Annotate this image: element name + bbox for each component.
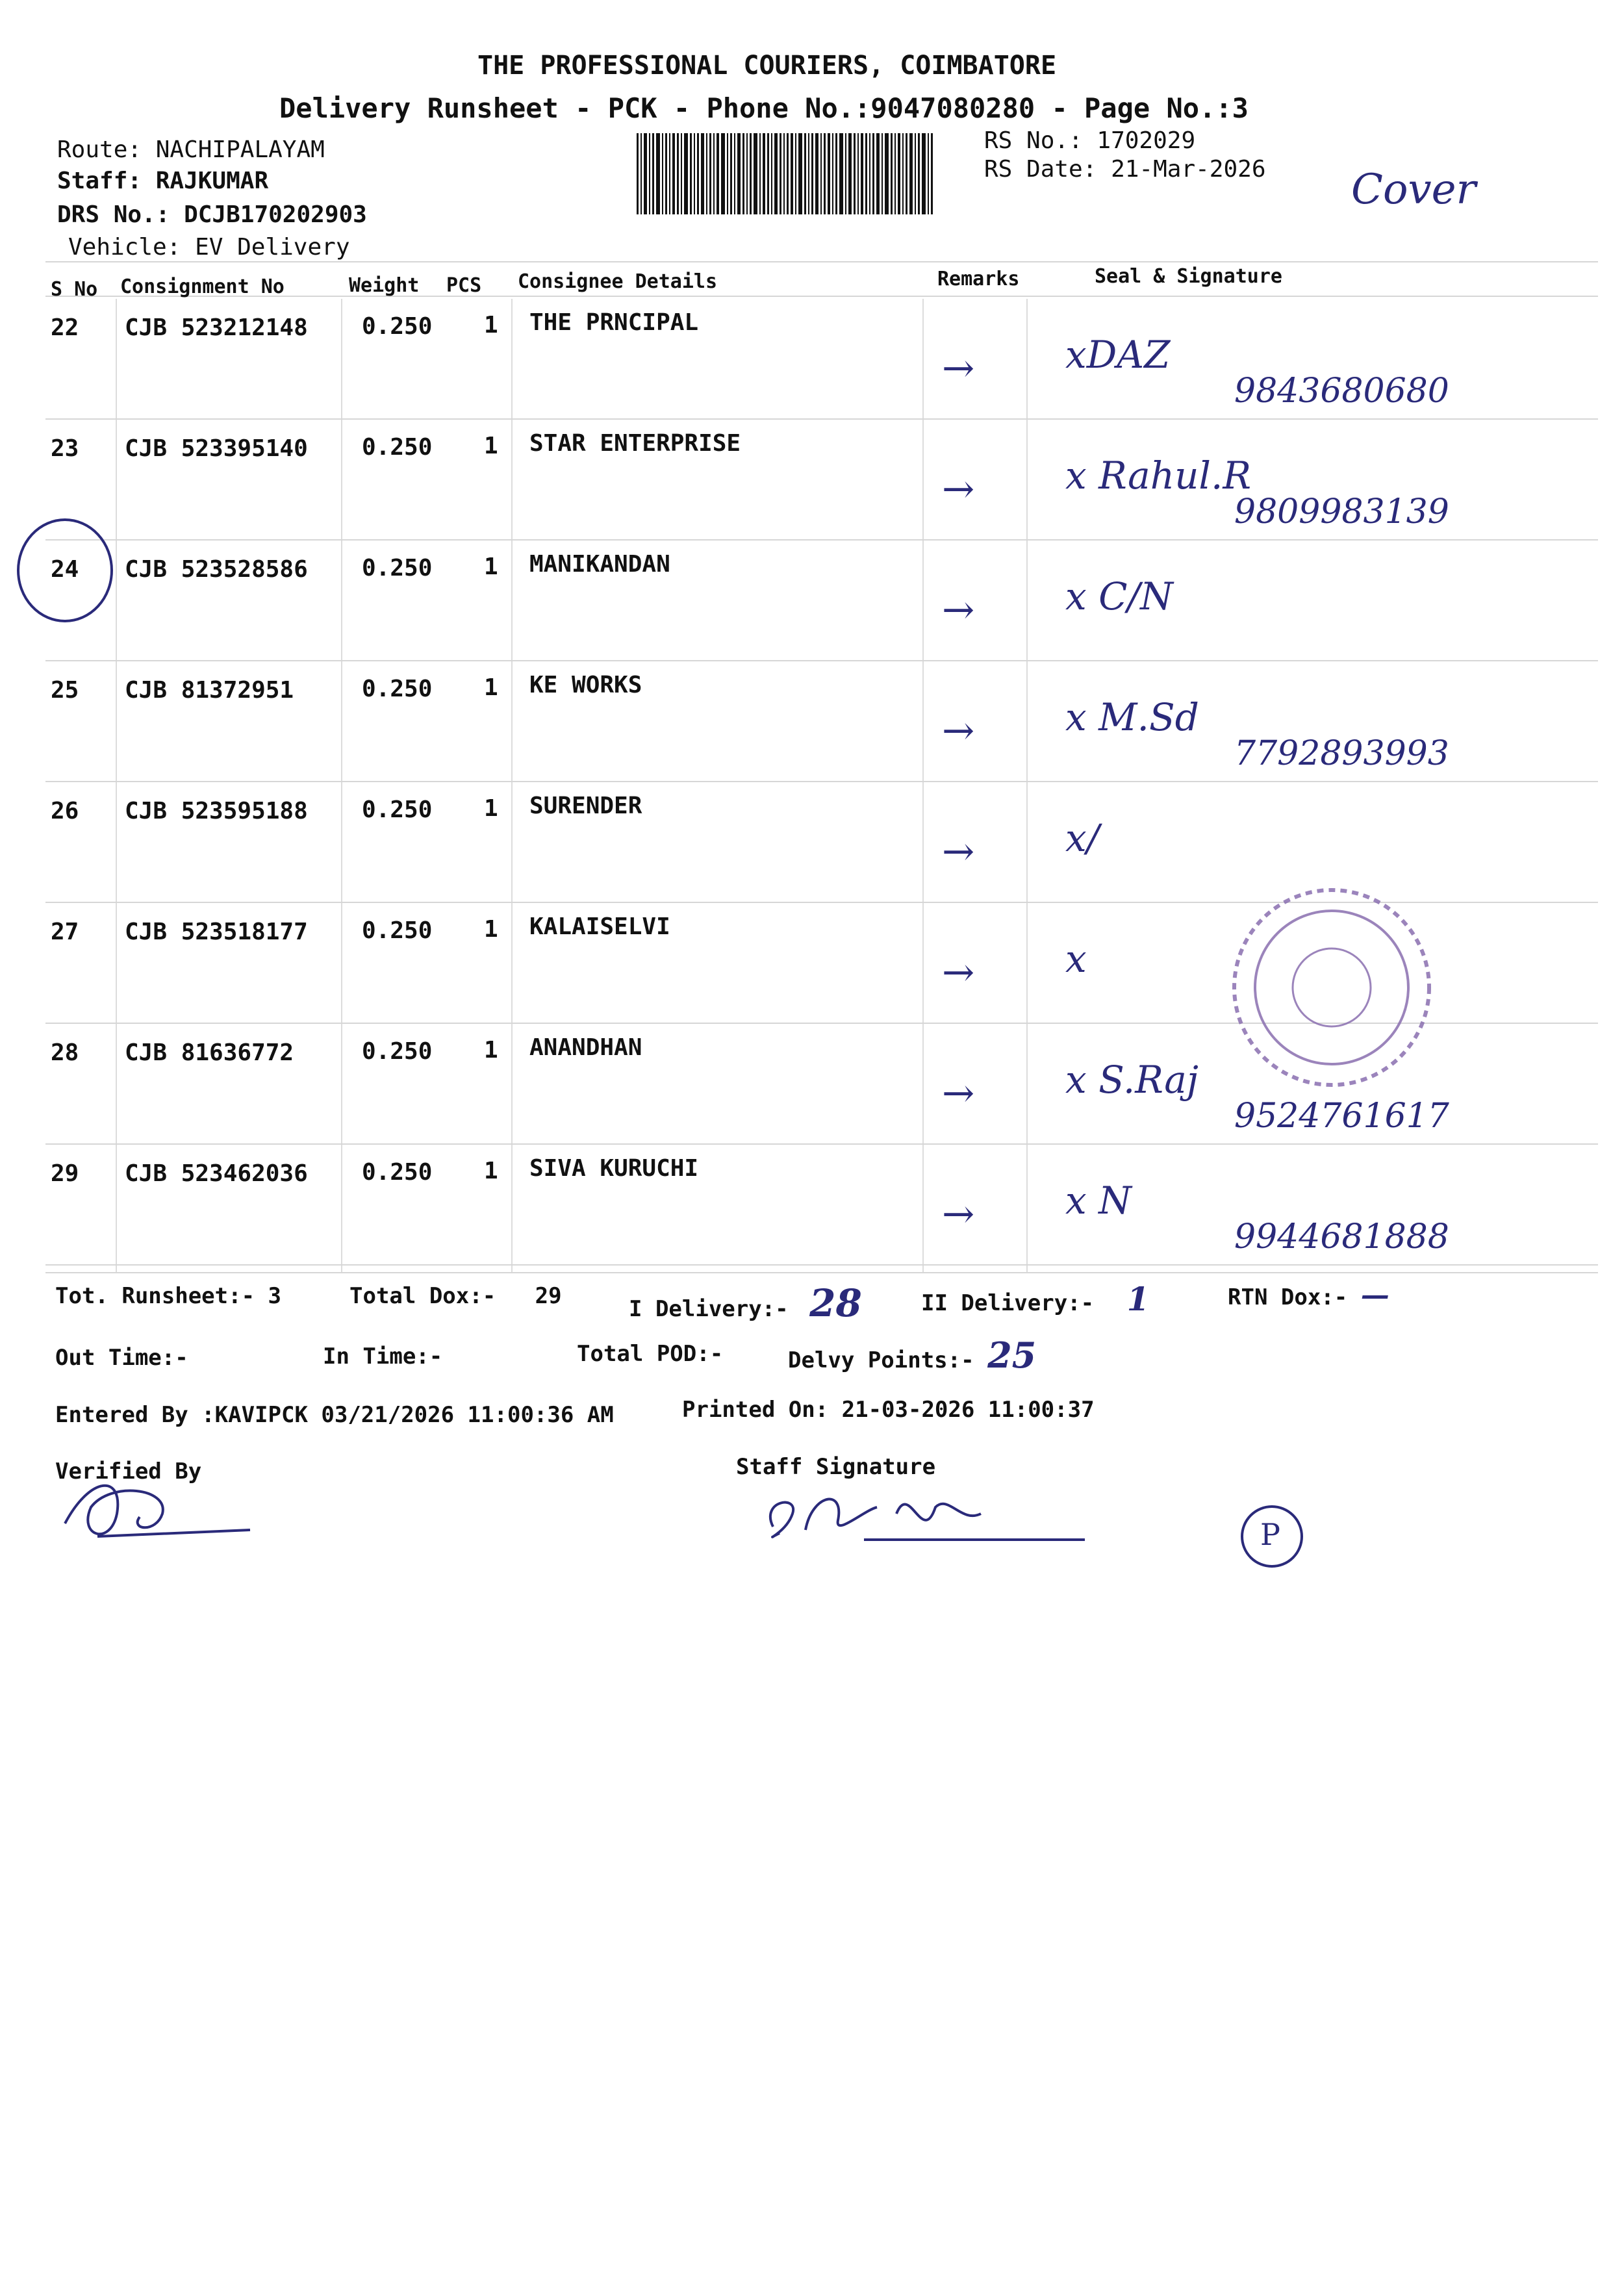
remark-arrow-icon: → [942, 1071, 975, 1116]
remark-arrow-icon: → [942, 950, 975, 995]
row-consignee: KE WORKS [529, 672, 642, 698]
remark-arrow-icon: → [942, 346, 975, 391]
row-consignee: STAR ENTERPRISE [529, 430, 741, 457]
row-pcs: 1 [484, 916, 498, 943]
remark-arrow-icon: → [942, 708, 975, 754]
row-sno: 28 [51, 1039, 79, 1066]
remark-arrow-icon: → [942, 1191, 975, 1237]
row-sno: 29 [51, 1160, 79, 1187]
cover-note: Cover [1351, 166, 1477, 214]
tot-runsheet [55, 1283, 281, 1309]
delvy-points-value: 25 [987, 1334, 1037, 1376]
total-dox-value: 29 [535, 1283, 562, 1309]
row-consignment-no: CJB 523212148 [125, 314, 308, 341]
col-pcs: PCS [446, 274, 482, 297]
row-weight: 0.250 [362, 676, 433, 702]
staff-label: Staff: [57, 168, 142, 194]
col-seal-signature: Seal & Signature [1095, 265, 1282, 288]
verified-signature [65, 1486, 250, 1536]
i-delivery [629, 1281, 862, 1325]
row-sno: 23 [51, 435, 79, 462]
delvy-points [788, 1334, 1036, 1376]
row-weight: 0.250 [362, 1159, 433, 1186]
col-weight: Weight [349, 274, 420, 297]
total-pod-label: Total POD:- [577, 1341, 724, 1367]
out-time-label: Out Time:- [55, 1345, 188, 1371]
row-phone: 7792893993 [1234, 734, 1449, 773]
row-pcs: 1 [484, 795, 498, 822]
row-signature: x [1065, 937, 1087, 981]
col-consignment: Consignment No [120, 275, 285, 298]
row-consignment-no: CJB 81372951 [125, 677, 294, 704]
row-weight: 0.250 [362, 313, 433, 340]
row-signature: x M.Sd [1065, 695, 1199, 739]
ii-delivery-label: II Delivery:- [921, 1290, 1095, 1316]
row-pcs: 1 [484, 674, 498, 701]
row-weight: 0.250 [362, 434, 433, 461]
staff-value: RAJKUMAR [155, 168, 269, 194]
i-delivery-label: I Delivery:- [629, 1296, 789, 1322]
row-consignee: SURENDER [529, 793, 642, 819]
rs-date-label: RS Date: [984, 156, 1097, 183]
tot-runsheet-value: 3 [268, 1283, 282, 1309]
row-phone: 9843680680 [1234, 372, 1449, 411]
row-consignment-no: CJB 81636772 [125, 1039, 294, 1066]
rtn-dox [1228, 1279, 1389, 1312]
company-seal-stamp [1234, 890, 1429, 1085]
row-consignment-no: CJB 523462036 [125, 1160, 308, 1187]
row-weight: 0.250 [362, 555, 433, 581]
rtn-dox-value: — [1360, 1279, 1389, 1312]
tot-runsheet-label: Tot. Runsheet:- [55, 1283, 255, 1309]
row-phone: 9524761617 [1234, 1097, 1449, 1136]
rs-no-label: RS No.: [984, 127, 1083, 154]
row-consignee: MANIKANDAN [529, 551, 670, 578]
drs-value: DCJB170202903 [184, 201, 367, 228]
row-sno: 24 [51, 556, 79, 583]
row-signature: x C/N [1065, 574, 1173, 618]
route-label: Route: [57, 136, 142, 163]
row-signature: x S.Raj [1065, 1058, 1199, 1102]
ii-delivery-value: 1 [1126, 1280, 1150, 1318]
vehicle-label: Vehicle: [68, 234, 181, 261]
row-signature: x Rahul.R [1065, 453, 1252, 498]
company-title: THE PROFESSIONAL COURIERS, COIMBATORE [477, 51, 1057, 81]
remark-arrow-icon: → [942, 829, 975, 874]
in-time-label: In Time:- [323, 1343, 443, 1369]
row-weight: 0.250 [362, 1038, 433, 1065]
ii-delivery [921, 1280, 1149, 1318]
row-consignee: KALAISELVI [529, 913, 670, 940]
row-consignee: SIVA KURUCHI [529, 1155, 699, 1182]
row-weight: 0.250 [362, 917, 433, 944]
row-sno: 22 [51, 314, 79, 341]
row-phone: 9809983139 [1234, 492, 1449, 531]
staff-signature-stroke [770, 1499, 1085, 1540]
entered-by: Entered By :KAVIPCK 03/21/2026 11:00:36 AM [55, 1402, 614, 1428]
i-delivery-value: 28 [809, 1281, 862, 1325]
total-dox-label: Total Dox:- [349, 1283, 496, 1309]
total-dox [349, 1283, 562, 1309]
row-consignment-no: CJB 523518177 [125, 919, 308, 945]
row-consignment-no: CJB 523395140 [125, 435, 308, 462]
remark-arrow-icon: → [942, 587, 975, 633]
page-mark: P [1260, 1517, 1280, 1552]
rs-no-value: 1702029 [1097, 127, 1196, 154]
vehicle-value: EV Delivery [195, 234, 350, 261]
col-sno: S No [51, 278, 98, 301]
row-consignment-no: CJB 523595188 [125, 798, 308, 824]
row-pcs: 1 [484, 1037, 498, 1063]
row-weight: 0.250 [362, 796, 433, 823]
row-signature: x N [1065, 1178, 1132, 1223]
row-pcs: 1 [484, 554, 498, 580]
delvy-points-label: Delvy Points:- [788, 1347, 974, 1373]
row-pcs: 1 [484, 433, 498, 459]
row-signature: x/ [1065, 816, 1100, 860]
remark-arrow-icon: → [942, 466, 975, 512]
row-24-circle [18, 520, 112, 621]
row-consignment-no: CJB 523528586 [125, 556, 308, 583]
row-pcs: 1 [484, 1158, 498, 1184]
staff-signature-label: Staff Signature [736, 1454, 936, 1480]
col-remarks: Remarks [937, 268, 1020, 290]
printed-on: Printed On: 21-03-2026 11:00:37 [682, 1397, 1095, 1423]
row-consignee: THE PRNCIPAL [529, 309, 699, 336]
route-value: NACHIPALAYAM [155, 136, 325, 163]
col-consignee: Consignee Details [518, 270, 718, 293]
runsheet-subtitle: Delivery Runsheet - PCK - Phone No.:9047080280 - Page No.:3 [279, 92, 1249, 124]
row-consignee: ANANDHAN [529, 1034, 642, 1061]
drs-label: DRS No.: [57, 201, 170, 228]
row-sno: 25 [51, 677, 79, 704]
verified-by-label: Verified By [55, 1458, 202, 1484]
row-sno: 26 [51, 798, 79, 824]
row-sno: 27 [51, 919, 79, 945]
rtn-dox-label: RTN Dox:- [1228, 1284, 1348, 1310]
row-phone: 9944681888 [1234, 1217, 1449, 1256]
rs-date-value: 21-Mar-2026 [1111, 156, 1266, 183]
row-pcs: 1 [484, 312, 498, 338]
row-signature: xDAZ [1065, 333, 1171, 377]
